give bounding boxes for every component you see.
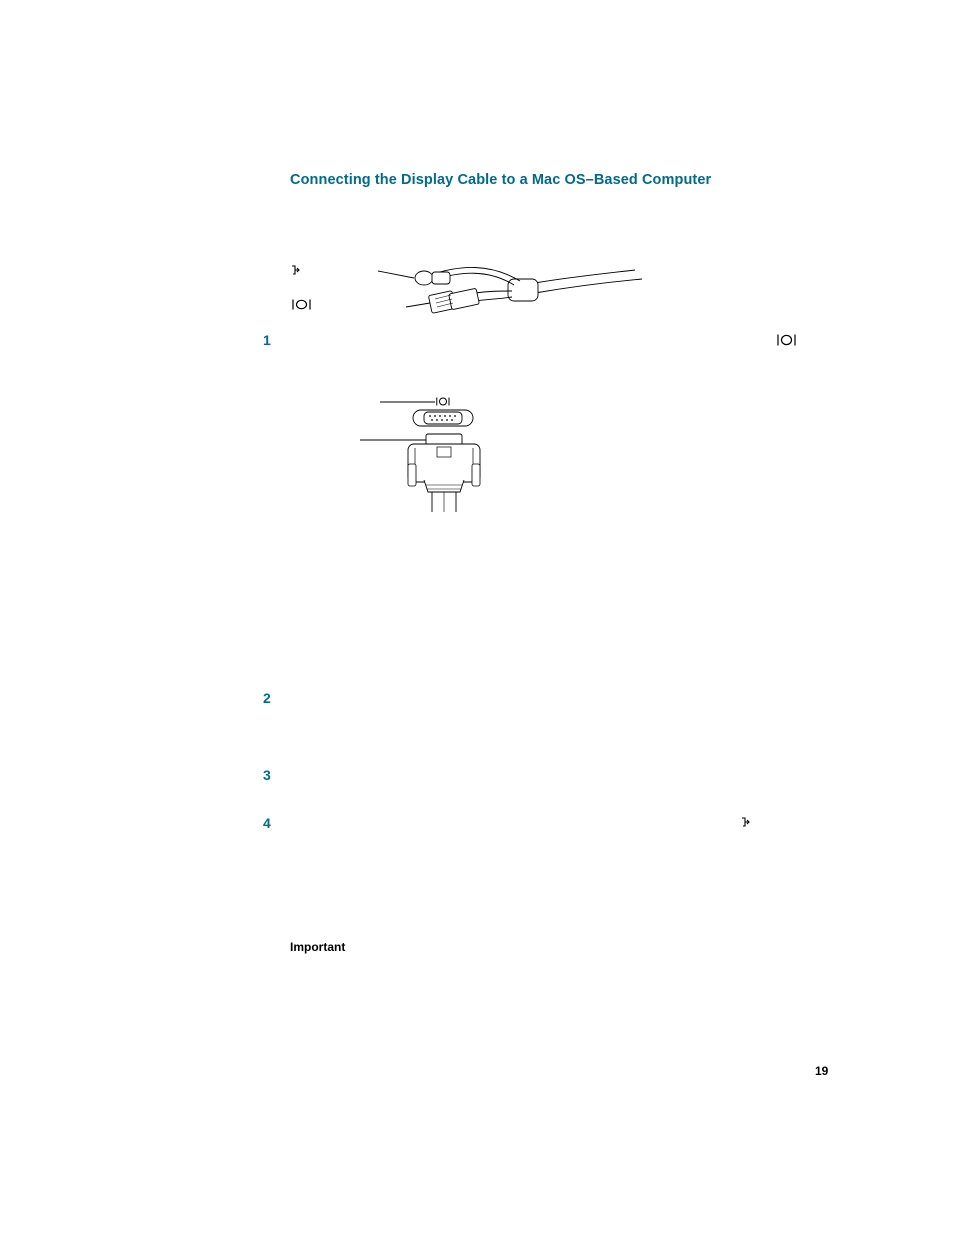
step-number-1: 1 [263, 332, 271, 348]
page-number: 19 [815, 1064, 829, 1078]
section-title: Connecting the Display Cable to a Mac OS–Based Computer [290, 172, 712, 188]
important-note-label: Important [290, 940, 346, 954]
cable-drawing [280, 255, 660, 325]
step-number-3: 3 [263, 767, 271, 783]
monitor-port-icon [777, 334, 797, 346]
connector-figure [360, 392, 500, 514]
step-number-4: 4 [263, 815, 271, 831]
connector-drawing [360, 392, 500, 514]
step-number-2: 2 [263, 690, 271, 706]
cable-figure [280, 255, 660, 325]
adb-port-icon [740, 816, 752, 828]
